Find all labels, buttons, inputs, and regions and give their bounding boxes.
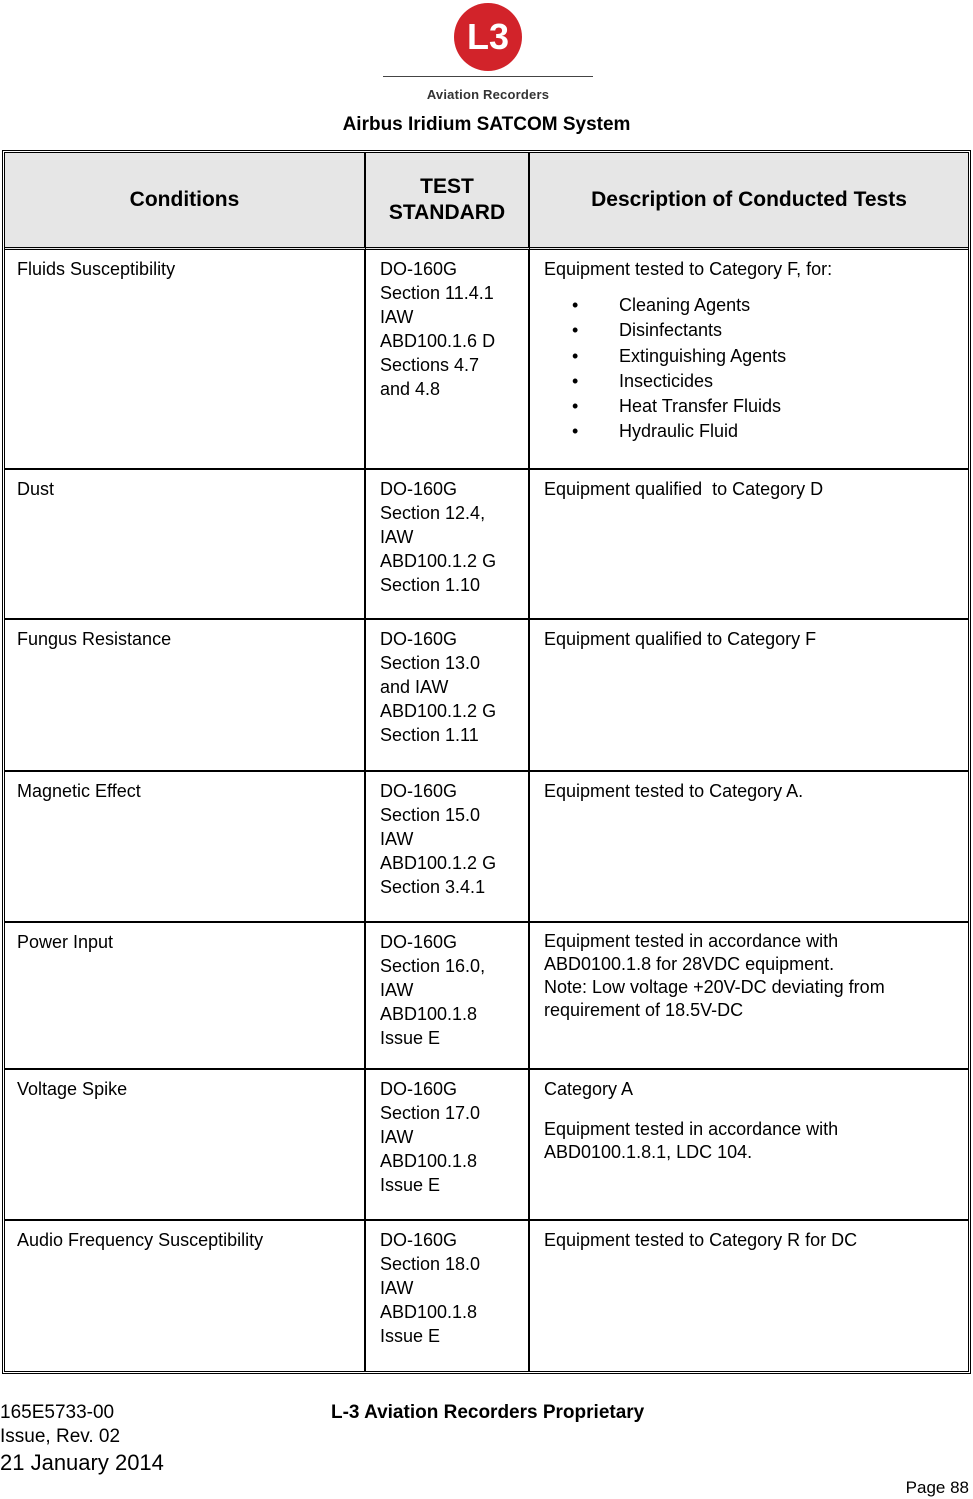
condition-cell: Magnetic Effect (17, 781, 141, 801)
condition-cell: Power Input (17, 932, 114, 952)
list-item: • Hydraulic Fluid (544, 419, 960, 444)
standard-cell: DO-160G Section 16.0, IAW ABD100.1.8 Issue E (380, 932, 486, 1048)
table-row (5, 620, 968, 772)
standard-cell: DO-160G Section 13.0 and IAW ABD100.1.2 G Section 1.11 (380, 629, 497, 745)
standard-cell: DO-160G Section 18.0 IAW ABD100.1.8 Issue E (380, 1230, 481, 1346)
standard-cell: DO-160G Section 12.4, IAW ABD100.1.2 G Section 1.10 (380, 479, 497, 595)
list-item: • Cleaning Agents (544, 293, 960, 318)
description-cell: Equipment tested to Category R for DC (544, 1230, 858, 1250)
page-footer (0, 1400, 973, 1499)
table-header-row (5, 153, 968, 250)
test-conditions-table (2, 150, 971, 1374)
issue-date: 21 January 2014 (0, 1450, 164, 1475)
issue-revision: Issue, Rev. 02 (0, 1426, 121, 1447)
column-header-description: Description of Conducted Tests (530, 153, 968, 250)
document-title: Airbus Iridium SATCOM System (342, 114, 631, 135)
fluids-list (544, 293, 960, 445)
description-cell: Equipment tested in accordance with ABD0100.1.8 for 28VDC equipment. Note: Low voltage +20V-DC deviating from requirement of 18.5V-DC (544, 931, 885, 1020)
description-cell: Equipment tested to Category A. (544, 781, 804, 801)
list-item: • Extinguishing Agents (544, 344, 960, 369)
table-row (5, 1070, 968, 1221)
l3-logo (453, 2, 523, 72)
condition-cell: Fungus Resistance (17, 629, 172, 649)
standard-cell: DO-160G Section 17.0 IAW ABD100.1.8 Issue E (380, 1079, 481, 1195)
table-row (5, 1221, 968, 1371)
condition-cell: Fluids Susceptibility (17, 259, 176, 279)
condition-cell: Dust (17, 479, 55, 499)
condition-cell: Voltage Spike (17, 1079, 128, 1099)
standard-cell: DO-160G Section 11.4.1 IAW ABD100.1.6 D Sections 4.7 and 4.8 (380, 259, 496, 399)
description-cell: Equipment qualified to Category F (544, 629, 817, 649)
table-row (5, 250, 968, 470)
condition-cell: Audio Frequency Susceptibility (17, 1230, 264, 1250)
proprietary-notice: L-3 Aviation Recorders Proprietary (331, 1402, 645, 1423)
document-number: 165E5733-00 (0, 1402, 115, 1423)
column-header-test-standard: TEST STANDARD (366, 153, 530, 250)
logo-text: L3 (466, 16, 510, 57)
logo-subtitle: Aviation Recorders (426, 87, 550, 102)
description-cell (530, 250, 968, 445)
list-item: • Disinfectants (544, 318, 960, 343)
description-text: Equipment tested to Category F, for: (544, 259, 833, 279)
description-text-2: Equipment tested in accordance with ABD0100.1.8.1, LDC 104. (544, 1119, 839, 1162)
standard-cell: DO-160G Section 15.0 IAW ABD100.1.2 G Section 3.4.1 (380, 781, 497, 897)
table-row (5, 470, 968, 620)
column-header-conditions: Conditions (5, 153, 366, 250)
description-text: Category A (544, 1079, 634, 1099)
description-cell: Equipment qualified to Category D (544, 479, 824, 499)
description-cell (530, 1070, 968, 1164)
table-row (5, 772, 968, 923)
list-item: • Heat Transfer Fluids (544, 394, 960, 419)
logo-divider (383, 76, 593, 77)
page-number: Page 88 (905, 1478, 969, 1497)
page-header (0, 0, 973, 150)
table-row (5, 923, 968, 1070)
list-item: • Insecticides (544, 369, 960, 394)
